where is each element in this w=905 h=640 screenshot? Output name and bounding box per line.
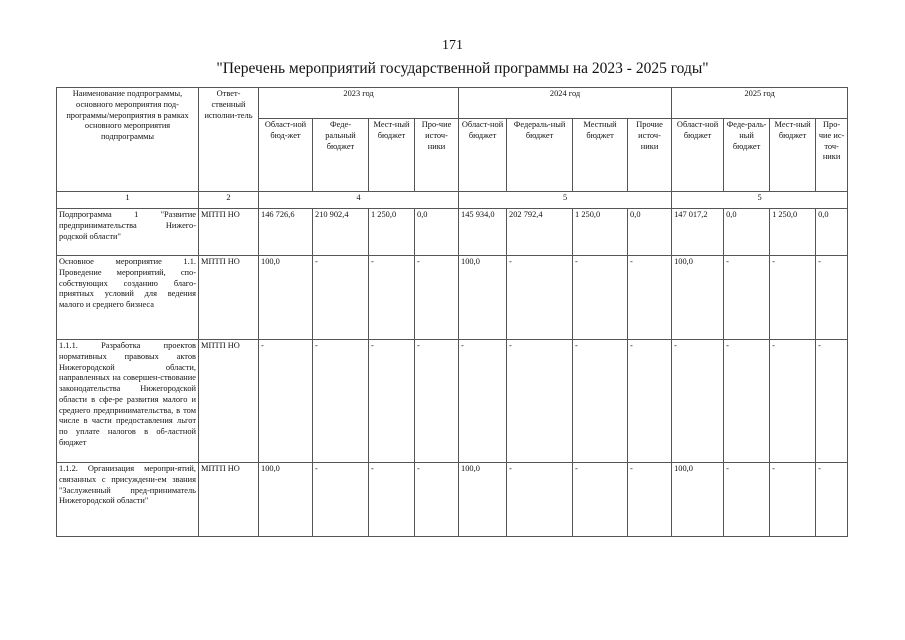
cell-value: - [369, 256, 415, 340]
page-number: 171 [442, 38, 463, 53]
cell-value: 146 726,6 [259, 209, 313, 256]
cell-value: - [724, 256, 770, 340]
cell-value: - [507, 340, 573, 463]
cell-value: 1 250,0 [770, 209, 816, 256]
cell-value: - [259, 340, 313, 463]
col-number: 2 [199, 192, 259, 209]
cell-value: 147 017,2 [672, 209, 724, 256]
col-number: 5 [459, 192, 672, 209]
header-2023-federal: Феде-ральный бюджет [313, 119, 369, 192]
program-measures-table [56, 87, 848, 537]
header-name: Наименование подпрограммы, основного мероприятия под-программы/мероприятия в рамках основного мероприятия подпрограммы [57, 88, 199, 192]
cell-value: - [415, 340, 459, 463]
cell-value: - [459, 340, 507, 463]
header-2025-federal: Феде-раль-ный бюджет [724, 119, 770, 192]
row-name: Основное мероприятие 1.1. Проведение мероприятий, спо-собствующих созданию благо-приятных условий для ведения малого и среднего бизнеса [57, 256, 199, 340]
table-row [57, 209, 848, 256]
header-2025-local: Мест-ный бюджет [770, 119, 816, 192]
cell-value: 100,0 [459, 463, 507, 537]
row-responsible: МПТП НО [199, 463, 259, 537]
header-2023-regional: Област-ной бюд-жет [259, 119, 313, 192]
header-2023-other: Про-чие источ-ники [415, 119, 459, 192]
header-2024-local: Местный бюджет [573, 119, 628, 192]
cell-value: 210 902,4 [313, 209, 369, 256]
cell-value: 0,0 [415, 209, 459, 256]
cell-value: 1 250,0 [369, 209, 415, 256]
cell-value: 0,0 [628, 209, 672, 256]
document-title: "Перечень мероприятий государственной программы на 2023 - 2025 годы" [216, 60, 709, 77]
header-2023-local: Мест-ный бюджет [369, 119, 415, 192]
col-number: 1 [57, 192, 199, 209]
column-numbering-row [57, 192, 848, 209]
header-responsible: Ответ-ственный исполни-тель [199, 88, 259, 192]
cell-value: - [369, 340, 415, 463]
cell-value: - [770, 463, 816, 537]
header-2025-regional: Област-ной бюджет [672, 119, 724, 192]
cell-value: - [415, 256, 459, 340]
cell-value: 1 250,0 [573, 209, 628, 256]
header-year-2023: 2023 год [259, 88, 459, 119]
cell-value: 202 792,4 [507, 209, 573, 256]
cell-value: 100,0 [672, 256, 724, 340]
row-responsible: МПТП НО [199, 340, 259, 463]
cell-value: 0,0 [724, 209, 770, 256]
cell-value: - [507, 463, 573, 537]
cell-value: - [628, 256, 672, 340]
cell-value: 0,0 [816, 209, 848, 256]
header-2025-other: Про-чие ис-точ-ники [816, 119, 848, 192]
cell-value: - [672, 340, 724, 463]
cell-value: - [816, 256, 848, 340]
cell-value: 100,0 [259, 256, 313, 340]
header-year-2025: 2025 год [672, 88, 848, 119]
header-year-2024: 2024 год [459, 88, 672, 119]
cell-value: - [313, 463, 369, 537]
row-name: Подпрограмма 1 "Развитие предпринимательства Нижего-родской области" [57, 209, 199, 256]
cell-value: - [507, 256, 573, 340]
cell-value: - [573, 340, 628, 463]
header-2024-other: Прочие источ-ники [628, 119, 672, 192]
cell-value: - [770, 256, 816, 340]
cell-value: - [313, 256, 369, 340]
cell-value: - [816, 340, 848, 463]
col-number: 5 [672, 192, 848, 209]
cell-value: - [369, 463, 415, 537]
table-row [57, 340, 848, 463]
header-row-years [57, 88, 848, 119]
cell-value: - [724, 340, 770, 463]
table-row [57, 256, 848, 340]
cell-value: - [313, 340, 369, 463]
row-name: 1.1.1. Разработка проектов нормативных правовых актов Нижегородской области, направленных на совершен-ствование законодательства Нижегородской области в сфе-ре развития малого и среднего предпринимательства, в том числе в части предоставления льгот по уплате налогов в об-ластной бюджет [57, 340, 199, 463]
cell-value: - [628, 463, 672, 537]
cell-value: - [816, 463, 848, 537]
row-responsible: МПТП НО [199, 209, 259, 256]
table-row [57, 463, 848, 537]
cell-value: - [628, 340, 672, 463]
cell-value: 100,0 [259, 463, 313, 537]
cell-value: - [573, 463, 628, 537]
cell-value: - [770, 340, 816, 463]
col-number: 4 [259, 192, 459, 209]
header-2024-regional: Област-ной бюджет [459, 119, 507, 192]
row-name: 1.1.2. Организация меропри-ятий, связанных с присуждени-ем звания "Заслуженный пред-приниматель Нижегородской области" [57, 463, 199, 537]
row-responsible: МПТП НО [199, 256, 259, 340]
cell-value: - [573, 256, 628, 340]
cell-value: 100,0 [672, 463, 724, 537]
cell-value: 145 934,0 [459, 209, 507, 256]
cell-value: - [724, 463, 770, 537]
header-2024-federal: Федераль-ный бюджет [507, 119, 573, 192]
cell-value: - [415, 463, 459, 537]
cell-value: 100,0 [459, 256, 507, 340]
